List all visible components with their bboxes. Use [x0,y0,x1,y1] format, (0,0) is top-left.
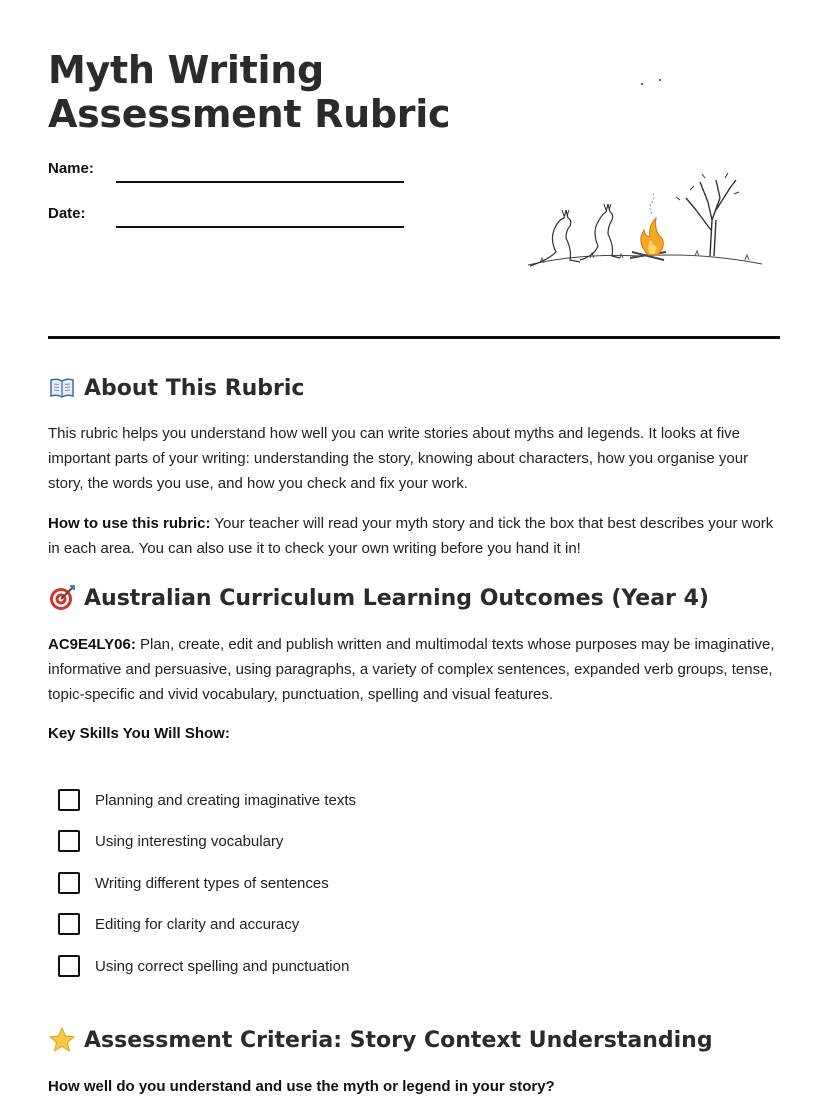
skills-heading: Key Skills You Will Show: [48,725,230,742]
checkbox[interactable] [58,789,80,811]
title-line-1: Myth Writing [48,48,324,92]
skill-label: Writing different types of sentences [95,874,329,892]
about-heading-text: About This Rubric [84,375,305,401]
date-input-line[interactable] [116,226,404,228]
outcomes-heading [48,584,788,612]
skill-label: Using interesting vocabulary [95,832,284,850]
header-divider [48,336,780,339]
name-input-line[interactable] [116,181,404,183]
name-label: Name: [48,160,94,177]
illustration-icon [520,70,770,275]
page-title [48,48,468,136]
howto-paragraph [48,511,783,561]
skill-checklist-item[interactable] [58,954,349,978]
kangaroos-campfire-illustration [520,70,770,275]
name-field-row [48,160,408,186]
skill-label: Editing for clarity and accuracy [95,915,300,933]
outcomes-heading-text: Australian Curriculum Learning Outcomes (Year 4) [84,585,709,611]
howto-text: Your teacher will read your myth story and tick the box that best describes your work in each area. You can also use it to check your own writing before you hand it in! [48,515,774,557]
date-field-row [48,205,408,231]
title-line-2: Assessment Rubric [48,92,451,136]
skill-label: Using correct spelling and punctuation [95,957,350,975]
checkbox[interactable] [58,955,80,977]
skill-checklist-item[interactable] [58,788,356,812]
criteria-heading-text: Assessment Criteria: Story Context Understanding [84,1027,713,1053]
checkbox[interactable] [58,913,80,935]
skill-checklist-item[interactable] [58,912,299,936]
about-paragraph: This rubric helps you understand how well you can write stories about myths and legends. It looks at five important parts of your writing: understanding the story, knowing about characters, how you organise your story, the words you use, and how you check and fix your work. [48,425,749,492]
star-icon [48,1026,76,1054]
howto-label: How to use this rubric: [48,515,211,532]
outcome-code-text: Plan, create, edit and publish written and multimodal texts whose purposes may be imaginative, informative and persuasive, using paragraphs, a variety of complex sentences, expanded verb groups, tense, topic-specific and vivid vocabulary, punctuation, spelling and visual features. [48,636,775,703]
skill-checklist-item[interactable] [58,829,283,853]
outcome-code-paragraph [48,632,783,707]
about-heading [48,374,788,402]
outcome-code: AC9E4LY06: [48,636,136,653]
skill-checklist-item[interactable] [58,871,329,895]
skill-label: Planning and creating imaginative texts [95,791,356,809]
criteria-question: How well do you understand and use the myth or legend in your story? [48,1078,555,1095]
open-book-icon [48,374,76,402]
criteria-heading [48,1026,788,1054]
date-label: Date: [48,205,86,222]
checkbox[interactable] [58,872,80,894]
target-icon [48,584,76,612]
checkbox[interactable] [58,830,80,852]
